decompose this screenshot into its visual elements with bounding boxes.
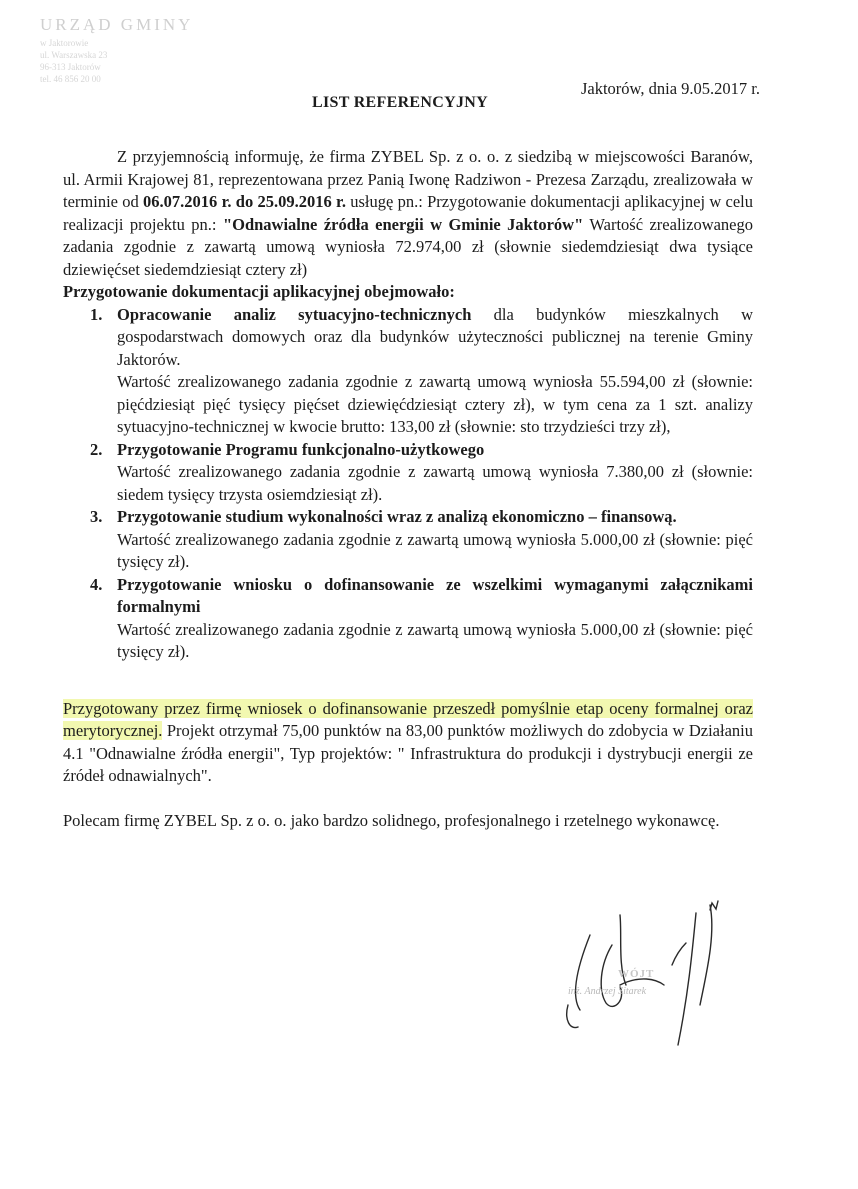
item-description bbox=[117, 574, 753, 619]
date-to: 25.09.2016 r. bbox=[257, 192, 346, 211]
scope-item bbox=[63, 506, 753, 574]
item-number: 2. bbox=[90, 439, 103, 459]
intro-text-3: usługę pn.: Przygotowanie dokumentacji aplikacyjnej w celu realizacji projektu pn.: bbox=[63, 192, 754, 234]
item-title: Opracowanie analiz sytuacyjno-technicznych bbox=[117, 304, 472, 324]
intro-text-2: do bbox=[231, 192, 258, 211]
scope-item bbox=[63, 304, 753, 439]
recommendation-paragraph: Polecam firmę ZYBEL Sp. z o. o. jako bardzo solidnego, profesjonalnego i rzetelnego wykonawcę. bbox=[63, 810, 720, 830]
item-description bbox=[117, 304, 753, 372]
item-number: 3. bbox=[90, 507, 103, 526]
item-value: Wartość zrealizowanego zadania zgodnie z zawartą umową wyniosła 55.594,00 zł (słownie: pięćdziesiąt pięć tysięcy pięćset dziewięćdziesiąt cztery zł), w tym cena za 1 szt. analizy sytuacyjno-technicznej w kwocie brutto: 133,00 zł (słownie: sto trzydzieści trzy zł), bbox=[117, 372, 753, 436]
office-stamp bbox=[40, 14, 240, 86]
item-number: 1. bbox=[90, 304, 103, 324]
document-date: Jaktorów, dnia 9.05.2017 r. bbox=[580, 79, 760, 98]
evaluation-paragraph bbox=[63, 698, 753, 788]
stamp-line: ul. Warszawska 23 bbox=[40, 50, 108, 61]
item-title: Przygotowanie wniosku o dofinansowanie ze wszelkimi wymaganymi załącznikami formalnymi bbox=[117, 574, 753, 616]
item-title: Przygotowanie studium wykonalności wraz z analizą ekonomiczno – finansową. bbox=[117, 507, 677, 526]
spacer bbox=[63, 664, 753, 698]
intro-text-1: Z przyjemnością informuję, że firma ZYBEL Sp. z o. o. z siedzibą w miejscowości Baranów, ul. Armii Krajowej 81, reprezentowana przez Panią Iwonę Radziwon - Prezesa Zarządu, zrealizowała w terminie od bbox=[63, 147, 753, 211]
item-number: 4. bbox=[90, 574, 103, 594]
stamp-line: w Jaktorowie bbox=[40, 37, 89, 48]
item-title: Przygotowanie Programu funkcjonalno-użytkowego bbox=[117, 439, 485, 459]
letter-body bbox=[63, 146, 753, 832]
project-name: "Odnawialne źródła energii w Gminie Jaktorów" bbox=[222, 214, 584, 234]
intro-paragraph bbox=[63, 146, 753, 281]
item-description bbox=[117, 506, 753, 529]
stamp-line: tel. 46 856 20 00 bbox=[40, 74, 101, 85]
signature-scribble bbox=[560, 895, 760, 1055]
item-rest: dla budynków mieszkalnych w gospodarstwach domowych oraz dla budynków użyteczności publicznej na terenie Gminy Jaktorów. bbox=[117, 304, 753, 369]
evaluation-text: Projekt otrzymał 75,00 punktów na 83,00 punktów możliwych do zdobycia w Działaniu 4.1 "Odnawialne źródła energii", Typ projektów: " Infrastruktura do produkcji i dystrybucji energii ze źródeł odnawialnych". bbox=[63, 721, 753, 785]
scope-item bbox=[63, 439, 753, 507]
signature-stamp-name: inż. Andrzej Sitarek bbox=[568, 986, 647, 997]
scope-list bbox=[63, 304, 753, 664]
stamp-line: 96-313 Jaktorów bbox=[40, 62, 101, 73]
document-title: LIST REFERENCYJNY bbox=[312, 94, 488, 111]
intro-text-4: Wartość zrealizowanego zadania zgodnie z zawartą umową wyniosła 72.974,00 zł (słownie siedemdziesiąt dwa tysiące dziewięćset siedemdziesiąt cztery zł) bbox=[63, 214, 754, 279]
stamp-title: URZĄD GMINY bbox=[40, 15, 194, 34]
scope-heading: Przygotowanie dokumentacji aplikacyjnej obejmowało: bbox=[63, 282, 455, 301]
spacer bbox=[63, 788, 753, 810]
item-value: Wartość zrealizowanego zadania zgodnie z zawartą umową wyniosła 5.000,00 zł (słownie: pięć tysięcy zł). bbox=[117, 619, 753, 661]
item-value: Wartość zrealizowanego zadania zgodnie z zawartą umową wyniosła 5.000,00 zł (słownie: pięć tysięcy zł). bbox=[117, 529, 753, 571]
item-description bbox=[117, 439, 753, 462]
highlighted-text: Przygotowany przez firmę wniosek o dofinansowanie przeszedł pomyślnie etap oceny formalnej oraz merytorycznej. bbox=[63, 698, 753, 740]
date-from: 06.07.2016 r. bbox=[143, 192, 232, 211]
signature-stamp-title: WÓJT bbox=[618, 968, 655, 980]
scope-item bbox=[63, 574, 753, 664]
item-value: Wartość zrealizowanego zadania zgodnie z zawartą umową wyniosła 7.380,00 zł (słownie: siedem tysięcy trzysta osiemdziesiąt zł). bbox=[117, 462, 753, 504]
